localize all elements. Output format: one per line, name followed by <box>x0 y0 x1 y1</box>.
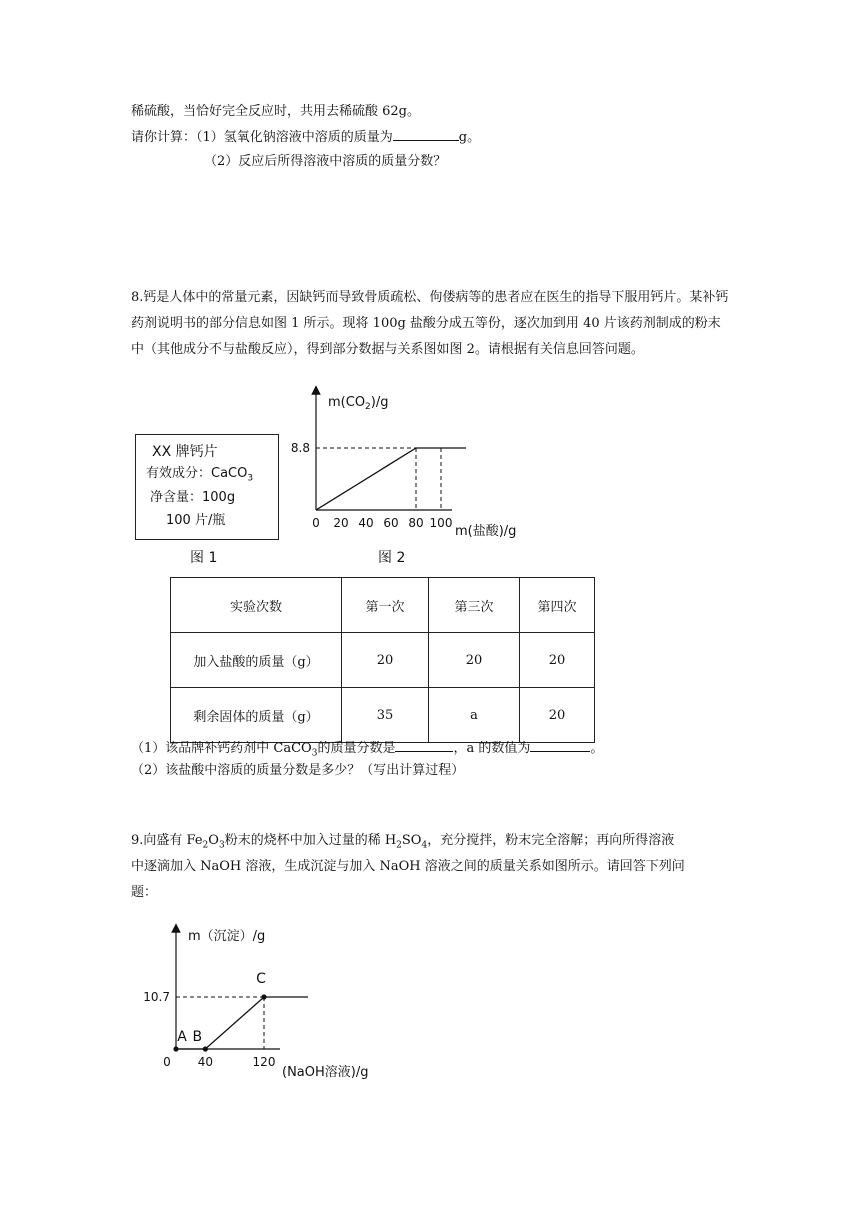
point-label-A: A <box>177 1029 187 1045</box>
q8-paragraph: 8.钙是人体中的常量元素，因缺钙而导致骨质疏松、佝偻病等的患者应在医生的指导下服用钙片。某补钙药剂说明书的部分信息如图 1 所示。现将 100g 盐酸分成五等份，逐次加到用 40 片该药剂制成的粉末中（其他成分不与盐酸反应），得到部分数据与关系图如图 2。请根据有关信息回答问题。 <box>131 290 729 357</box>
point-A <box>173 1046 178 1051</box>
x-axis-label: m(盐酸)/g <box>455 524 517 539</box>
point-label-B: B <box>192 1029 203 1045</box>
q8-question1: （1）该品牌补钙药剂中 CaCO$_3$的质量分数是 ，a 的数值为 。 <box>131 741 604 759</box>
brand-name: XX 牌钙片 <box>152 444 218 460</box>
table-header-cell: 第一次 <box>342 578 429 633</box>
x-tick-label: 0 <box>312 516 320 530</box>
table-cell: 加入盐酸的质量（g） <box>171 633 342 688</box>
table-cell: a <box>429 688 520 743</box>
table-header-cell: 第三次 <box>429 578 520 633</box>
q7-line3: （2）反应后所得溶液中溶质的质量分数？ <box>204 154 447 169</box>
net-content: 净含量：100g <box>150 490 236 505</box>
table-cell: 20 <box>342 633 429 688</box>
q7-line2: 请你计算：（1）氢氧化钠溶液中溶质的质量为 g。 <box>131 130 481 145</box>
point-B <box>203 1046 208 1051</box>
table-row <box>171 688 595 743</box>
fig1-caption: 图 1 <box>190 550 218 566</box>
y-tick-label: 10.7 <box>143 990 170 1004</box>
answer-blank[interactable] <box>530 739 590 752</box>
x-tick-label: 40 <box>358 516 374 530</box>
co2-chart <box>280 380 540 545</box>
x-tick-label: 120 <box>252 1055 276 1069</box>
table-cell: 20 <box>520 688 595 743</box>
fig2-caption: 图 2 <box>378 550 406 566</box>
table-row <box>171 633 595 688</box>
table-header-row <box>171 578 595 633</box>
x-tick-label: 20 <box>333 516 349 530</box>
answer-blank[interactable] <box>393 128 459 141</box>
q9-line2: 中逐滴加入 NaOH 溶液，生成沉淀与加入 NaOH 溶液之间的质量关系如图所示。请回答下列问 <box>131 859 685 874</box>
y-axis-label: m（沉淀）/g <box>188 929 266 944</box>
q9-line3: 题： <box>131 885 158 900</box>
x-tick-label: 40 <box>197 1055 213 1069</box>
table-header-cell: 第四次 <box>520 578 595 633</box>
co2-series-line <box>316 448 466 510</box>
x-axis-label: (NaOH溶液)/g <box>282 1065 369 1080</box>
table-header-cell: 实验次数 <box>171 578 342 633</box>
calcium-label-box <box>135 434 279 540</box>
ingredient: 有效成分：CaCO$_3$ <box>146 466 254 484</box>
table-cell: 35 <box>342 688 429 743</box>
x-tick-label: 60 <box>383 516 399 530</box>
count: 100 片/瓶 <box>166 513 226 528</box>
x-tick-label: 100 <box>429 516 453 530</box>
q9-line1: 9.向盛有 $Fe_2O_3$粉末的烧杯中加入过量的稀 $H_2SO_4$，充分搅拌，粉末完全溶解；再向所得溶液 <box>131 833 675 851</box>
point-C <box>261 994 266 999</box>
experiment-table <box>170 577 595 743</box>
q8-question2: （2）该盐酸中溶质的质量分数是多少？（写出计算过程） <box>131 763 465 778</box>
q7-line1: 稀硫酸，当恰好完全反应时，共用去稀硫酸 62g。 <box>131 104 420 119</box>
table-cell: 剩余固体的质量（g） <box>171 688 342 743</box>
y-tick-label: 8.8 <box>290 441 310 455</box>
precipitate-chart <box>120 920 400 1085</box>
table-cell: 20 <box>520 633 595 688</box>
table-cell: 20 <box>429 633 520 688</box>
y-axis-label: $m(CO_2)/g$ <box>328 395 389 412</box>
point-label-C: C <box>256 971 266 987</box>
x-tick-label: 80 <box>408 516 424 530</box>
x-tick-label: 0 <box>163 1055 171 1069</box>
answer-blank[interactable] <box>395 739 453 752</box>
